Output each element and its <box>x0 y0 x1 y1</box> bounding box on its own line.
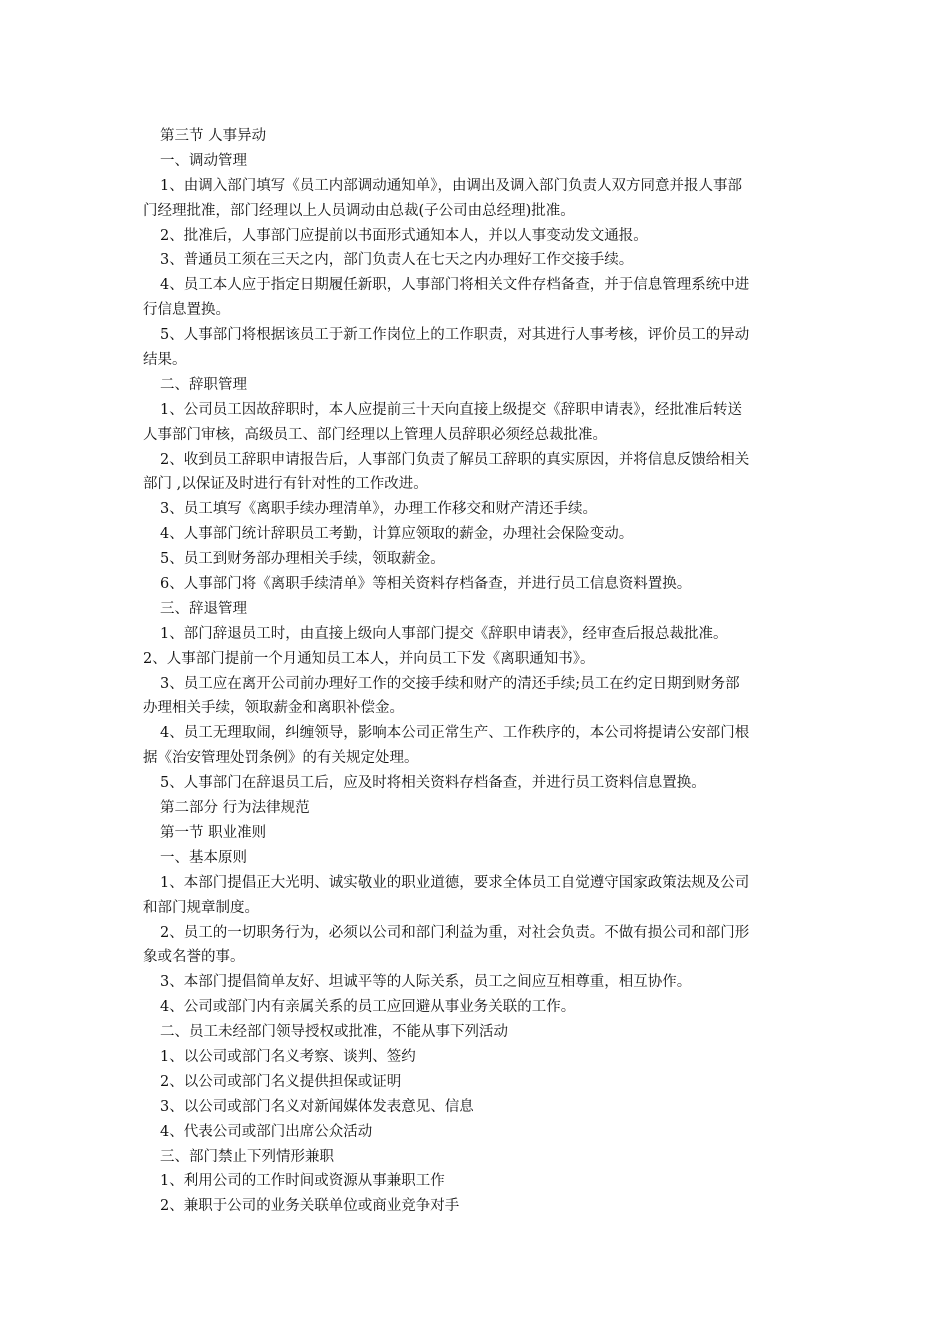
text-line: 门经理批准，部门经理以上人员调动由总裁(子公司由总经理)批准。 <box>143 202 575 219</box>
text-line: 第三节 人事异动 <box>160 128 267 144</box>
text-line: 象或名誉的事。 <box>143 949 245 966</box>
text-line: 2、兼职于公司的业务关联单位或商业竞争对手 <box>160 1198 460 1215</box>
text-line: 2、以公司或部门名义提供担保或证明 <box>160 1073 402 1090</box>
text-line: 4、员工无理取闹，纠缠领导，影响本公司正常生产、工作秩序的，本公司将提请公安部门根 <box>160 725 750 742</box>
text-line: 3、员工应在离开公司前办理好工作的交接手续和财产的清还手续;员工在约定日期到财务部 <box>160 675 740 692</box>
text-line: 3、普通员工须在三天之内，部门负责人在七天之内办理好工作交接手续。 <box>160 252 634 269</box>
text-line: 4、代表公司或部门出席公众活动 <box>160 1123 373 1140</box>
text-line: 2、收到员工辞职申请报告后，人事部门负责了解员工辞职的真实原因，并将信息反馈给相关 <box>160 451 750 468</box>
text-line: 1、利用公司的工作时间或资源从事兼职工作 <box>160 1173 445 1190</box>
text-line: 第二部分 行为法律规范 <box>160 800 310 817</box>
text-line: 行信息置换。 <box>143 302 230 319</box>
text-line: 三、辞退管理 <box>160 600 247 617</box>
text-line: 6、人事部门将《离职手续清单》等相关资料存档备查，并进行员工信息资料置换。 <box>160 576 692 593</box>
text-line: 2、人事部门提前一个月通知员工本人，并向员工下发《离职通知书》。 <box>143 650 595 667</box>
text-line: 3、员工填写《离职手续办理清单》，办理工作移交和财产清还手续。 <box>160 501 597 518</box>
text-line: 5、人事部门将根据该员工于新工作岗位上的工作职责，对其进行人事考核，评价员工的异动 <box>160 327 750 344</box>
text-line: 据《治安管理处罚条例》的有关规定处理。 <box>143 750 419 767</box>
text-line: 4、人事部门统计辞职员工考勤，计算应领取的薪金，办理社会保险变动。 <box>160 526 634 543</box>
text-line: 第一节 职业准则 <box>160 824 267 841</box>
text-line: 4、公司或部门内有亲属关系的员工应回避从事业务关联的工作。 <box>160 999 576 1016</box>
text-line: 1、以公司或部门名义考察、谈判、签约 <box>160 1048 416 1065</box>
text-line: 部门 ,以保证及时进行有针对性的工作改进。 <box>143 476 428 493</box>
text-line: 结果。 <box>143 352 187 369</box>
text-line: 1、由调入部门填写《员工内部调动通知单》，由调出及调入部门负责人双方同意并报人事部 <box>160 177 742 194</box>
document-body <box>143 124 808 1219</box>
text-line: 一、基本原则 <box>160 849 247 866</box>
text-line: 1、本部门提倡正大光明、诚实敬业的职业道德，要求全体员工自觉遵守国家政策法规及公司 <box>160 874 750 891</box>
text-line: 2、批准后，人事部门应提前以书面形式通知本人，并以人事变动发文通报。 <box>160 227 648 244</box>
text-line: 3、本部门提倡简单友好、坦诚平等的人际关系，员工之间应互相尊重，相互协作。 <box>160 974 692 991</box>
text-line: 5、人事部门在辞退员工后，应及时将相关资料存档备查，并进行员工资料信息置换。 <box>160 775 706 792</box>
text-line: 1、部门辞退员工时，由直接上级向人事部门提交《辞职申请表》，经审查后报总裁批准。 <box>160 625 728 642</box>
text-line: 2、员工的一切职务行为，必须以公司和部门利益为重，对社会负责。不做有损公司和部门形 <box>160 924 750 941</box>
text-line: 二、员工未经部门领导授权或批准，不能从事下列活动 <box>160 1024 508 1041</box>
text-line: 三、部门禁止下列情形兼职 <box>160 1148 334 1165</box>
text-line: 办理相关手续，领取薪金和离职补偿金。 <box>143 700 404 717</box>
text-line: 二、辞职管理 <box>160 376 247 393</box>
text-line: 人事部门审核，高级员工、部门经理以上管理人员辞职必须经总裁批准。 <box>143 426 607 443</box>
text-line: 3、以公司或部门名义对新闻媒体发表意见、信息 <box>160 1098 474 1115</box>
text-line: 5、员工到财务部办理相关手续，领取薪金。 <box>160 551 445 568</box>
text-line: 和部门规章制度。 <box>143 899 259 916</box>
text-line: 1、公司员工因故辞职时，本人应提前三十天向直接上级提交《辞职申请表》，经批准后转送 <box>160 401 742 418</box>
text-line: 一、调动管理 <box>160 152 247 169</box>
text-line: 4、员工本人应于指定日期履任新职，人事部门将相关文件存档备查，并于信息管理系统中进 <box>160 277 750 294</box>
